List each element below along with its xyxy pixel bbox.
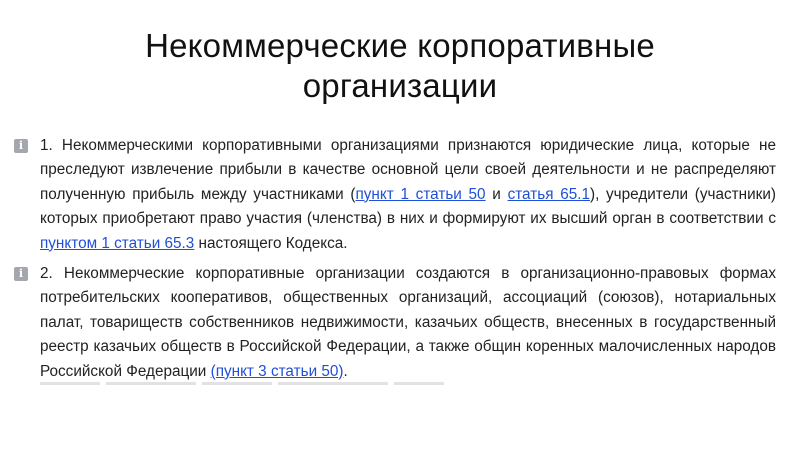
link-article-50-p3[interactable]: (пункт 3 статьи 50) xyxy=(210,362,344,380)
info-icon: i xyxy=(14,267,28,281)
paragraph-1 xyxy=(40,134,776,256)
title-line-2: организации xyxy=(302,67,498,104)
paragraph-text: . xyxy=(343,362,348,380)
info-icon: i xyxy=(14,139,28,153)
link-article-65-1[interactable]: статья 65.1 xyxy=(507,185,590,203)
paragraph-2 xyxy=(40,262,776,384)
paragraph-text: 1. Некоммерческими корпоративными организациями признаются юридические лица, которые не преследуют извлечение прибыли в качестве основной цели своей деятельности и не распределяют полученную прибыль между участниками ( xyxy=(40,137,776,203)
title-line-1: Некоммерческие корпоративные xyxy=(145,27,655,64)
link-article-65-3-p1[interactable]: пунктом 1 статьи 65.3 xyxy=(40,234,195,252)
paragraph-text: настоящего Кодекса. xyxy=(194,234,348,252)
list-item xyxy=(14,134,776,256)
link-article-50-p1[interactable]: пункт 1 статьи 50 xyxy=(355,185,486,203)
list-item xyxy=(14,262,776,384)
paragraph-text: и xyxy=(485,185,508,203)
paragraph-text: 2. Некоммерческие корпоративные организации создаются в организационно-правовых формах потребительских кооперативов, общественных организаций, ассоциаций (союзов), нотариальных палат, товариществ собственников недвижимости, казачьих обществ, внесенных в государственный реестр казачьих обществ в Российской Федерации, а также общин коренных малочисленных народов Российской Федерации xyxy=(40,265,776,380)
paragraph-text: ), учредители (участники) которых приобретают право участия (членства) в них и формируют их высший орган в соответствии с xyxy=(40,185,777,228)
cut-off-text-line xyxy=(40,382,460,388)
document-content xyxy=(14,134,776,390)
page-title xyxy=(60,26,740,106)
